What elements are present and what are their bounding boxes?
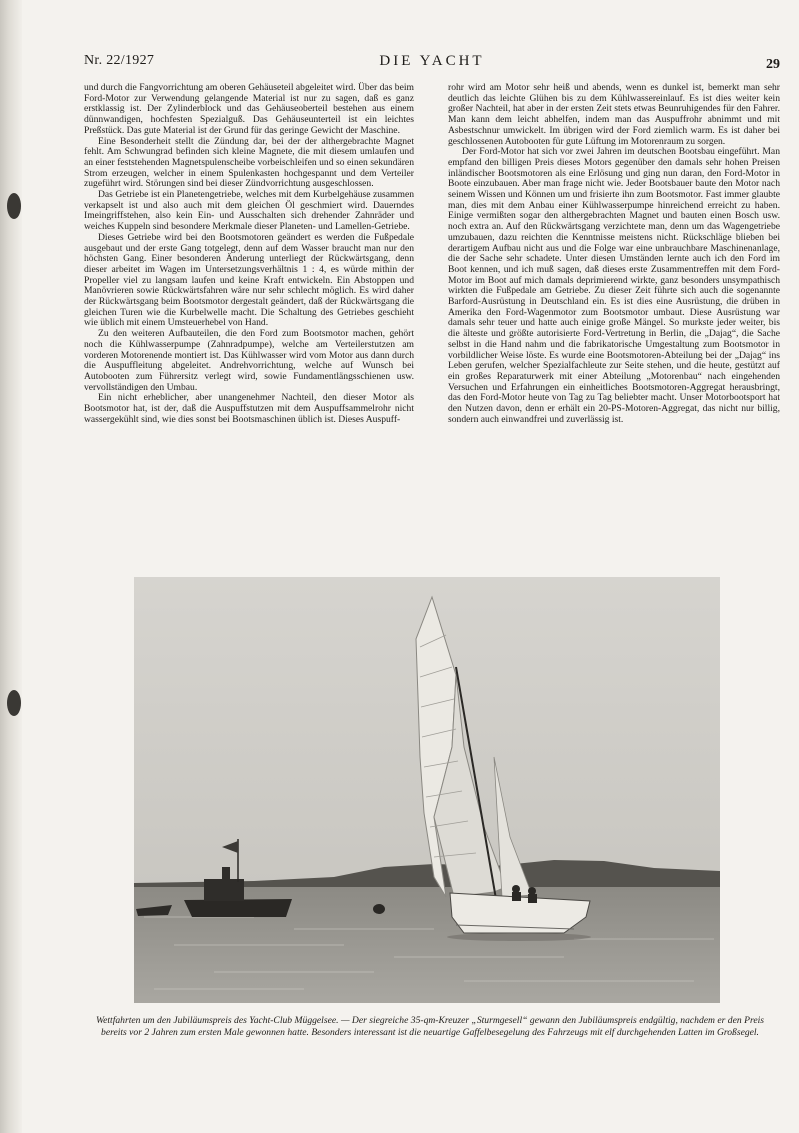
sailboat-photo [134, 577, 720, 1003]
left-text-column [84, 83, 414, 426]
issue-number: Nr. 22/1927 [84, 53, 155, 68]
paragraph: Zu den weiteren Aufbauteilen, die den Ford zum Bootsmotor machen, gehört noch die Kühlwasserpumpe (Zahnradpumpe), welche am Verteilerstutzen am vorderen Motorenende montiert ist. Das Kühlwasser wird vom Motor aus dann durch die Auspuffleitung abgeleitet. Andrehvorrichtung, welche auf Wunsch bei Autobooten zum Führersitz verlegt wird, sowie Fundamentlängsschienen usw. vervollständigen den Umbau. [84, 328, 414, 393]
paragraph: rohr wird am Motor sehr heiß und abends, wenn es dunkel ist, bemerkt man sehr deutlich das leichte Glühen bis zu dem Kühlwassereinlauf. Es ist dies weiter kein großer Nachteil, hat aber in der ersten Zeit stets etwas Beunruhigendes für den Fahrer. Man kann dem leicht abhelfen, indem man das Auspuffrohr abnimmt und mit Asbestschnur umwickelt. Im übrigen wird der Ford ziemlich warm. Es ist daher bei geschlossenen Autobooten für gute Lüftung im Motorenraum zu sorgen. [448, 82, 780, 147]
paragraph: Eine Besonderheit stellt die Zündung dar, bei der der althergebrachte Magnet fehlt. Am Schwungrad befinden sich kleine Magnete, die mit diesem umlaufen und an einer feststehenden Magnetspulenscheibe vorbeischleifen und so einen sekundären Strom erzeugen, welcher in einem Spulenkasten hochgespannt und dem Verteiler zugeführt wird. Störungen sind bei dieser Zündvorrichtung ausgeschlossen. [84, 135, 414, 190]
paragraph: Ein nicht erheblicher, aber unangenehmer Nachteil, den dieser Motor als Bootsmotor hat, ist der, daß die Auspuffstutzen mit dem Auspuffsammelrohr nicht wassergekühlt sind, wie dies sonst bei Bootsmaschinen üblich ist. Dieses Auspuff- [84, 392, 414, 425]
binding-hole [7, 690, 21, 716]
binding-hole [7, 193, 21, 219]
paragraph: Der Ford-Motor hat sich vor zwei Jahren im deutschen Bootsbau eingeführt. Man empfand den billigen Preis dieses Motors gegenüber den damals sehr hohen Preisen inländischer Bootsmotoren als eine Erlösung und ging nun daran, den Ford-Motor in Boote einzubauen. Aber man frage nicht wie. Jeder Bootsbauer baute den Motor nach seinem Wissen und Können um und frisierte ihn zum Bootsmotor. Fast immer glaubte man, dies mit dem Anbau einer Kühlwasserpumpe hinreichend erreicht zu haben. Einige vermißten sogar den althergebrachten Magnet und bauten einen Bosch usw. noch extra an. Auf den Rückwärtsgang verzichtete man, denn um das Wagengetriebe umzubauen, dazu reichten die Kenntnisse meistens nicht. Rückschläge blieben bei derartigem Aufbau nicht aus und die Folge war eine unbrauchbare Maschinenanlage, die der Sache sehr schadete. Unter diesen Umständen lernte auch ich den Ford im Boot kennen, und ich muß sagen, daß dieses erste Zusammentreffen mit dem Ford-Motor im Boot auf mich damals deprimierend wirkte, ganz besonders unsympathisch wirkten die Fußpedale am Getriebe. Zu dieser Zeit führte sich auch die sogenannte Barford-Ausrüstung in Deutschland ein. Es ist dies eine Ausrüstung, die drüben in Amerika den Ford-Wagenmotor zum Bootsmotor umbaut. Diese Ausrüstung war damals sehr teuer und hatte auch einige große Mängel. So murkste jeder weiter, bis die älteste und größte autorisierte Ford-Vertretung in Berlin, die „Dajag“, die Sache selbst in die Hand nahm und die fabrikatorische Umgestaltung zum Bootsmotor in vorbildlicher Weise löste. Es wurde eine Bootsmotoren-Abteilung bei der „Dajag“ ins Leben gerufen, welcher Spezialfachleute zur Seite stehen, und die heute, gestützt auf ein großes Reparaturwerk mit einer Abteilung „Motorenbau“ nach eingehenden Versuchen und Erfahrungen ein einheitliches Bootsmotoren-Aggregat herausbringt, das den Ford-Motor heute von Tag zu Tag beliebter macht. Unser Motorbootsport hat den Nutzen davon, denn er erhält ein 20-PS-Motoren-Aggregat, das nicht nur billig, sondern auch einwandfrei und zuverlässig ist. [448, 146, 780, 425]
paragraph: und durch die Fangvorrichtung am oberen Gehäuseteil abgeleitet wird. Über das beim Ford-Motor zur Verwendung gelangende Material ist nur zu sagen, daß es ganz erstklassig ist. Der Zylinderblock und das Gehäuseoberteil bestehen aus einem dünnwandigen, hochfesten Spezialguß. Das Gehäuseunterteil ist ein leichtes Preßstück. Das gute Material ist der Grund für das geringe Gewicht der Maschine. [84, 82, 414, 136]
paragraph: Das Getriebe ist ein Planetengetriebe, welches mit dem Kurbelgehäuse zusammen verkapselt ist und also auch mit dem gleichen Öl geschmiert wird. Dauerndes Imeingriffstehen, also kein Ein- und Ausschalten sich drehender Zahnräder und weiches Kuppeln sind besondere Merkmale dieser Planeten- und Lamellen-Getriebe. [84, 189, 414, 233]
page-binding-edge [0, 0, 22, 1133]
page-header [84, 50, 780, 72]
paragraph: Dieses Getriebe wird bei den Bootsmotoren geändert es werden die Fußpedale ausgebaut und der erste Gang totgelegt, denn auf dem Wasser braucht man nur den höchsten Gang. Einer besonderen Änderung unterliegt der Rückwärtsgang, denn dieser arbeitet im Wagen im Untersetzungsverhältnis 1 : 4, es würde mithin der Propeller viel zu langsam laufen und keine Kraft entwickeln. Ein Abstoppen und Manövrieren sowie Rückwärtsfahren wäre nur sehr schlecht möglich. Es wird daher der Rückwärtsgang beim Bootsmotor dergestalt geändert, daß der Rückwärtsgang die gleichen Turen wie die Kurbelwelle macht. Die Schaltung des Getriebes geschieht wie üblich mit einem Umsteuerhebel von Hand. [84, 231, 414, 329]
right-text-column [448, 83, 780, 426]
photo-caption: Wettfahrten um den Jubiläumspreis des Yacht-Club Müggelsee. — Der siegreiche 35-qm-Kreuzer „Sturmgesell“ gewann den Jubiläumspreis endgültig, nachdem er den Preis bereits vor 2 Jahren zum ersten Male gewonnen hatte. Besonders interessant ist die neuartige Gaffelbesegelung des Fahrzeugs mit elf durchgehenden Latten im Großsegel. [96, 1015, 764, 1038]
page-number: 29 [766, 57, 780, 72]
magazine-title: DIE YACHT [379, 53, 485, 69]
